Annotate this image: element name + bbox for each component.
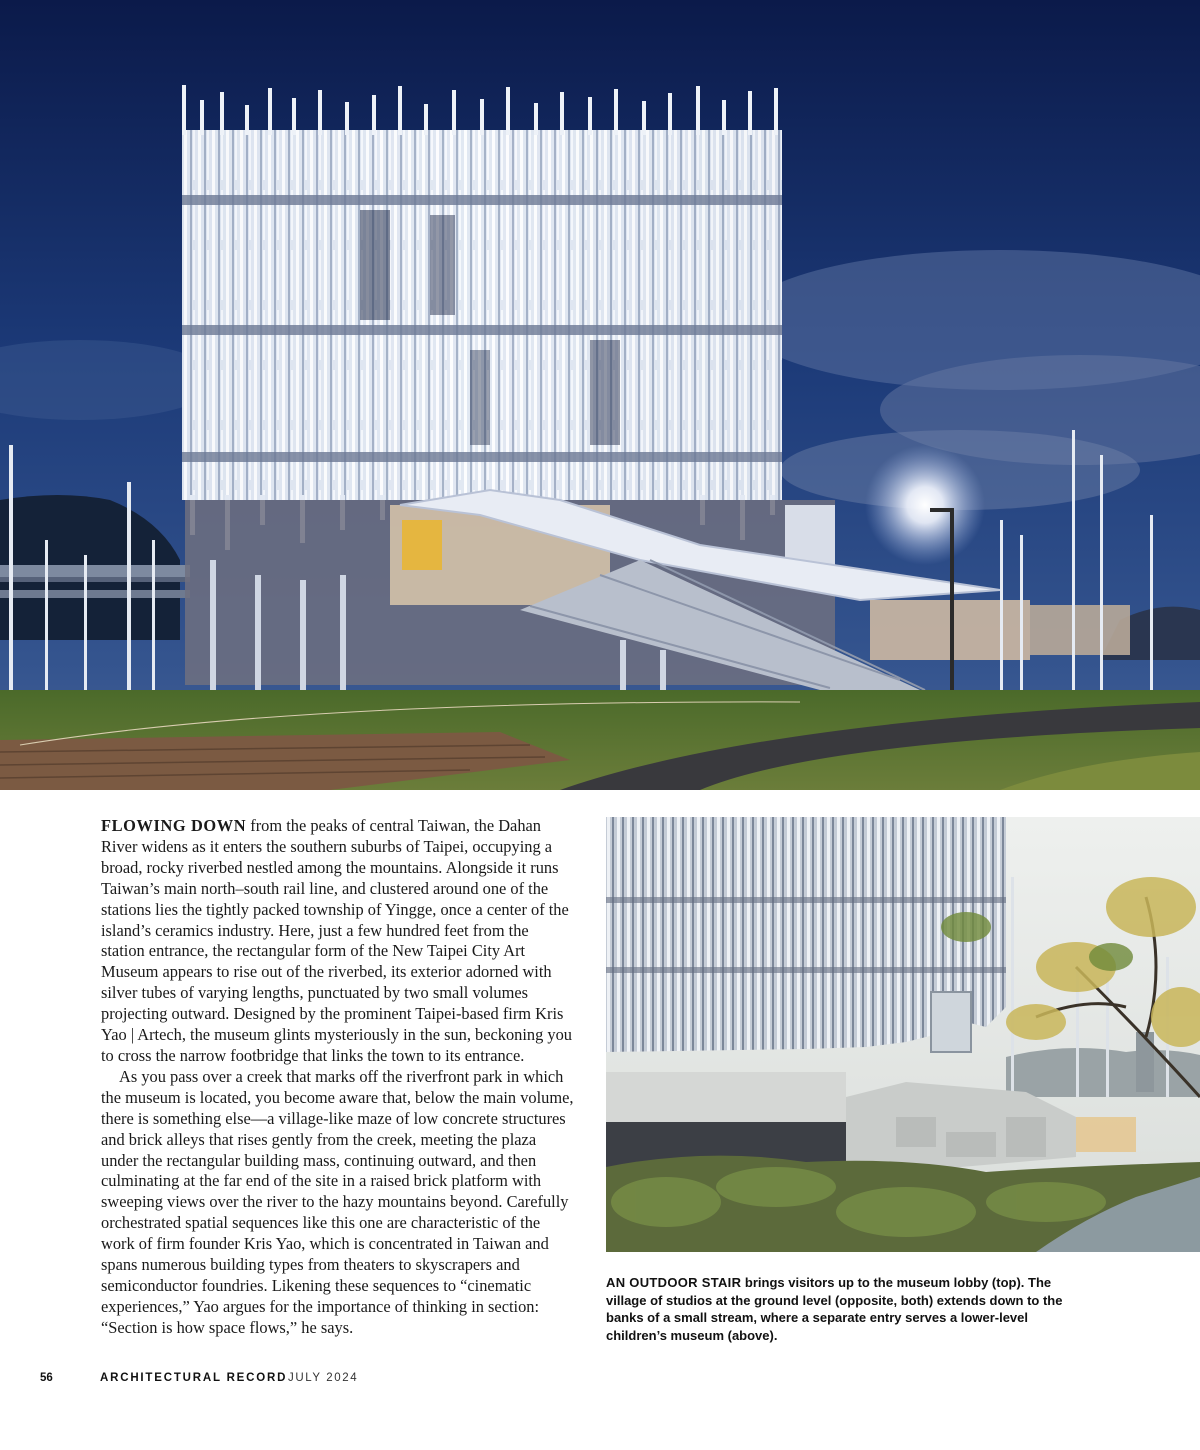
caption-text: brings visitors up to the museum lobby (top). The village of studios at the ground level (opposite, both) extends down to the banks of a small stream, where a separate entry serves a lower-level children’s museum (above). bbox=[606, 1275, 1063, 1343]
article-paragraph-1-text: from the peaks of central Taiwan, the Dahan River widens as it enters the southern suburbs of Taipei, occupying a broad, rocky riverbed nestled among the mountains. Alongside it runs Taiwan’s main north–south rail line, and clustered around one of the stations lies the tightly packed township of Yingge, once a center of the island’s ceramics industry. Here, just a few hundred feet from the station entrance, the rectangular form of the New Taipei City Art Museum appears to rise out of the riverbed, its exterior adorned with silver tubes of varying lengths, punctuated by two small volumes projecting outward. Designed by the prominent Taipei-based firm Kris Yao | Artech, the museum glints mysteriously in the sun, beckoning you to cross the narrow footbridge that links the town to its entrance. bbox=[101, 816, 572, 1065]
article-body bbox=[101, 816, 576, 1339]
issue-date: JULY 2024 bbox=[288, 1372, 359, 1384]
article-paragraph-2: As you pass over a creek that marks off the riverfront park in which the museum is located, you become aware that, below the main volume, there is something else—a village-like maze of low concrete structures and brick alleys that rises gently from the creek, meeting the plaza under the rectangular building mass, continuing outward, and then culminating at the far end of the site in a raised brick platform with sweeping views over the river to the hazy mountains beyond. Carefully orchestrated spatial sequences like this one are characteristic of the work of firm founder Kris Yao, which is concentrated in Taiwan and spans numerous building types from theaters to skyscrapers and semiconductor foundries. Likening these sequences to “cinematic experiences,” Yao argues for the importance of thinking in section: “Section is how space flows,” he says. bbox=[101, 1066, 574, 1337]
inset-photo bbox=[606, 817, 1200, 1252]
caption-lead-in: AN OUTDOOR STAIR bbox=[606, 1275, 742, 1290]
photo-caption bbox=[606, 1274, 1086, 1344]
article-paragraph-1 bbox=[101, 816, 576, 1067]
article-lead-in: FLOWING DOWN bbox=[101, 816, 247, 835]
page-number: 56 bbox=[40, 1372, 53, 1384]
magazine-name: ARCHITECTURAL RECORD bbox=[100, 1372, 288, 1384]
